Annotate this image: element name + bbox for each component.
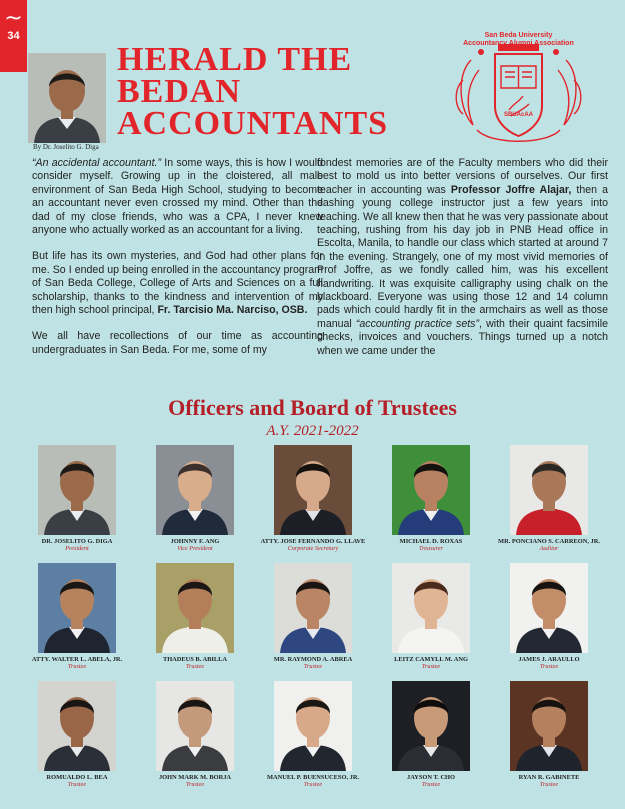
article-paragraph: “An accidental accountant.” In some ways, this is how I would consider myself. Growing up in the cloistered, all male environment of San Beda High School, studying to become an accountant never even crossed my mind. Other than the dad of my close friends, who was a CPA, I never knew anyone who actually worked as an accountant for a living. <box>32 157 323 237</box>
board-member-card <box>136 681 254 799</box>
alumni-association-logo <box>451 30 586 155</box>
board-member-card <box>372 563 490 681</box>
member-photo <box>392 563 470 653</box>
member-photo <box>38 563 116 653</box>
board-member-card <box>490 445 608 563</box>
page-number: 34 <box>7 30 20 42</box>
member-role: Trustee <box>185 663 205 670</box>
member-role: Trustee <box>539 663 559 670</box>
board-row <box>18 563 608 681</box>
member-role: Trustee <box>421 781 441 788</box>
member-photo <box>38 445 116 535</box>
member-name: ATTY. JOSE FERNANDO G. LLAVE <box>260 538 366 545</box>
article-column-1 <box>32 157 323 370</box>
member-photo <box>274 445 352 535</box>
member-photo <box>510 563 588 653</box>
logo-acronym: SBUAcAA <box>503 112 533 118</box>
member-role: Trustee <box>303 781 323 788</box>
member-photo <box>392 445 470 535</box>
author-photo <box>28 53 106 143</box>
member-role: Trustee <box>185 781 205 788</box>
board-member-card <box>490 563 608 681</box>
board-member-card <box>490 681 608 799</box>
article-lead-quote: “An accidental accountant.” <box>32 157 161 169</box>
board-member-card <box>18 445 136 563</box>
member-role: Trustee <box>539 781 559 788</box>
member-role: Vice President <box>177 545 213 552</box>
member-name: RYAN R. GABINETE <box>518 774 580 781</box>
practice-sets-quote: “accounting practice sets” <box>355 317 479 330</box>
board-member-card <box>372 445 490 563</box>
article-column-2 <box>317 157 608 371</box>
member-name: JOHNNY F. ANG <box>170 538 220 545</box>
article-paragraph: But life has its own mysteries, and God had other plans for me. So I ended up being enrolled in the accountancy program of San Beda College, College of Arts and Sciences on a full scholarship, thanks to the kindness and intervention of my then high school principal, Fr. Tarcisio Ma. Narciso, OSB. <box>32 250 323 317</box>
member-name: JAYSON T. CHO <box>407 774 455 781</box>
member-name: MANUEL P. BUENSUCESO, JR. <box>266 774 360 781</box>
board-grid <box>18 445 608 799</box>
member-name: THADEUS B. ABILLA <box>162 656 228 663</box>
member-photo <box>510 681 588 771</box>
logo-org-bottom: Accountancy Alumni Association <box>463 40 574 47</box>
board-member-card <box>372 681 490 799</box>
member-role: Auditor <box>539 545 559 552</box>
member-role: Trustee <box>421 663 441 670</box>
logo-org-top: San Beda University <box>484 32 553 39</box>
article-title: HERALD THE BEDAN ACCOUNTANTS <box>117 41 389 142</box>
academic-year: A.Y. 2021-2022 <box>266 423 359 439</box>
board-member-card <box>18 681 136 799</box>
member-role: Trustee <box>67 781 87 788</box>
member-name: ROMUALDO L. BEA <box>46 774 108 781</box>
member-name: JOHN MARK M. BORJA <box>158 774 232 781</box>
member-name: ATTY. WALTER L. ABELA, JR. <box>31 656 123 663</box>
board-row <box>18 681 608 799</box>
principal-name: Fr. Tarcisio Ma. Narciso, OSB. <box>157 304 308 317</box>
member-name: JAMES J. ARAULLO <box>518 656 580 663</box>
member-role: President <box>65 545 89 552</box>
article-paragraph: We all have recollections of our time as accounting undergraduates in San Beda. For me, some of my <box>32 330 323 356</box>
member-name: MICHAEL D. ROXAS <box>399 538 463 545</box>
article-paragraph: fondest memories are of the Faculty members who did their best to mold us into better versions of ourselves. Our first teacher in accounting was Professor Joffre Alajar, then a dashing young college instructor just a few years into teaching. We all knew then that he was very passionate about teaching, rushing from his day job in PNB Head office in Escolta, Manila, to handle our class which started at around 7 in the evening. Strangely, one of my most vivid memories of Prof Joffre, as we fondly called him, was his excellent handwriting. It was exquisite calligraphy using chalk on the blackboard. Everyone was using those 12 and 14 column pads which could hardly fit in the armchairs as well as those manual “accounting practice sets”, with their quaint facsimile checks, invoices and vouchers. Things turned up a notch when we came under the <box>317 157 608 357</box>
member-photo <box>274 563 352 653</box>
member-role: Trustee <box>67 663 87 670</box>
member-role: Trustee <box>303 663 323 670</box>
member-name: MR. RAYMOND A. ABREA <box>273 656 353 663</box>
member-photo <box>38 681 116 771</box>
member-photo <box>156 445 234 535</box>
member-name: LEITZ CAMYLL M. ANG <box>394 656 468 663</box>
board-member-card <box>136 445 254 563</box>
member-name: DR. JOSELITO G. DIGA <box>41 538 113 545</box>
logo-crest-icon <box>451 30 586 155</box>
board-row <box>18 445 608 563</box>
board-member-card <box>18 563 136 681</box>
member-photo <box>274 681 352 771</box>
page-number-tab <box>0 0 27 72</box>
member-photo <box>156 563 234 653</box>
logo-org-name <box>451 32 586 48</box>
board-member-card <box>136 563 254 681</box>
member-photo <box>156 681 234 771</box>
board-member-card <box>254 445 372 563</box>
board-section-title: Officers and Board of Trustees <box>168 395 457 420</box>
board-member-card <box>254 563 372 681</box>
member-role: Treasurer <box>419 545 443 552</box>
member-photo <box>392 681 470 771</box>
tilde-mark: ~ <box>4 6 23 31</box>
member-role: Corporate Secretary <box>287 545 339 552</box>
member-name: MR. PONCIANO S. CARREON, JR. <box>498 538 600 545</box>
board-member-card <box>254 681 372 799</box>
teacher-name: Professor Joffre Alajar, <box>450 183 572 196</box>
byline: By Dr. Joselito G. Diga <box>33 143 99 151</box>
member-photo <box>510 445 588 535</box>
